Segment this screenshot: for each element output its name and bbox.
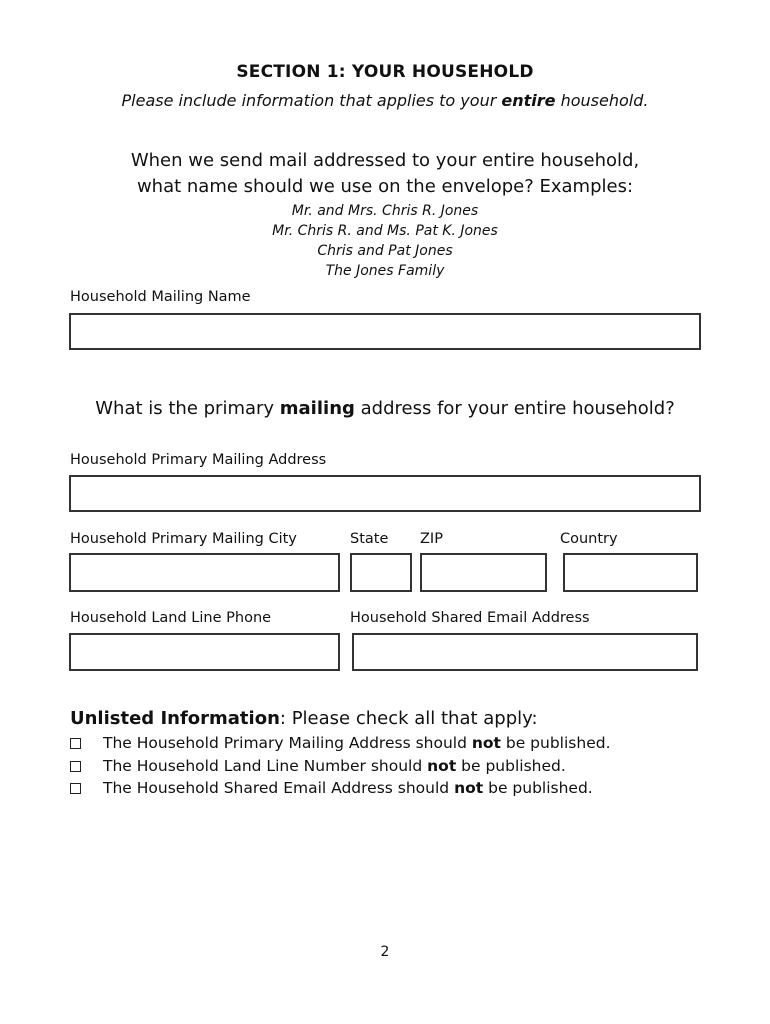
country-label: Country [560, 531, 618, 547]
mailing-address-label: Household Primary Mailing Address [70, 452, 327, 468]
unlisted-heading-rest: : Please check all that apply: [279, 708, 538, 729]
mailing-name-question-line1: When we send mail addressed to your entire household, [130, 150, 640, 171]
option-text [103, 779, 593, 797]
state-field[interactable] [350, 553, 412, 592]
question-emphasis: mailing [279, 398, 355, 419]
country-field[interactable] [563, 553, 698, 592]
option-text-before: The Household Shared Email Address should [103, 779, 455, 797]
checkbox-icon[interactable] [70, 738, 81, 749]
instruction-emphasis: entire [501, 91, 556, 110]
example-name: Chris and Pat Jones [317, 243, 453, 259]
instruction-text-end: household. [555, 91, 649, 110]
example-name: Mr. and Mrs. Chris R. Jones [291, 203, 479, 219]
unlisted-option-address[interactable] [70, 734, 611, 752]
checkbox-icon[interactable] [70, 783, 81, 794]
mailing-address-question [0, 398, 770, 419]
email-label: Household Shared Email Address [350, 610, 590, 626]
option-text-after: be published. [456, 757, 566, 775]
unlisted-option-email[interactable] [70, 779, 593, 797]
option-text-bold: not [427, 757, 457, 775]
city-field[interactable] [69, 553, 340, 592]
phone-field[interactable] [69, 633, 340, 671]
example-name: Mr. Chris R. and Ms. Pat K. Jones [272, 223, 498, 239]
checkbox-icon[interactable] [70, 761, 81, 772]
phone-label: Household Land Line Phone [70, 610, 272, 626]
unlisted-heading-bold: Unlisted Information [70, 708, 280, 729]
option-text-before: The Household Primary Mailing Address should [103, 734, 472, 752]
option-text [103, 757, 566, 775]
mailing-name-field[interactable] [69, 313, 701, 350]
zip-field[interactable] [420, 553, 547, 592]
state-label: State [350, 531, 389, 547]
option-text-bold: not [454, 779, 484, 797]
question-text: What is the primary [95, 398, 280, 419]
mailing-address-field[interactable] [69, 475, 701, 512]
mailing-name-question-line2: what name should we use on the envelope? Examples: [136, 176, 634, 197]
unlisted-option-phone[interactable] [70, 757, 566, 775]
example-name: The Jones Family [325, 263, 445, 279]
city-label: Household Primary Mailing City [70, 531, 297, 547]
instruction-text: Please include information that applies to your [121, 91, 502, 110]
mailing-name-label: Household Mailing Name [70, 289, 251, 305]
question-text-end: address for your entire household? [354, 398, 675, 419]
zip-label: ZIP [420, 531, 443, 547]
unlisted-heading [70, 708, 538, 729]
section-instruction [0, 91, 770, 110]
option-text [103, 734, 611, 752]
option-text-after: be published. [483, 779, 593, 797]
option-text-before: The Household Land Line Number should [103, 757, 428, 775]
option-text-bold: not [471, 734, 501, 752]
page-number: 2 [380, 944, 390, 960]
option-text-after: be published. [500, 734, 611, 752]
email-field[interactable] [352, 633, 698, 671]
section-title: SECTION 1: YOUR HOUSEHOLD [236, 62, 534, 82]
